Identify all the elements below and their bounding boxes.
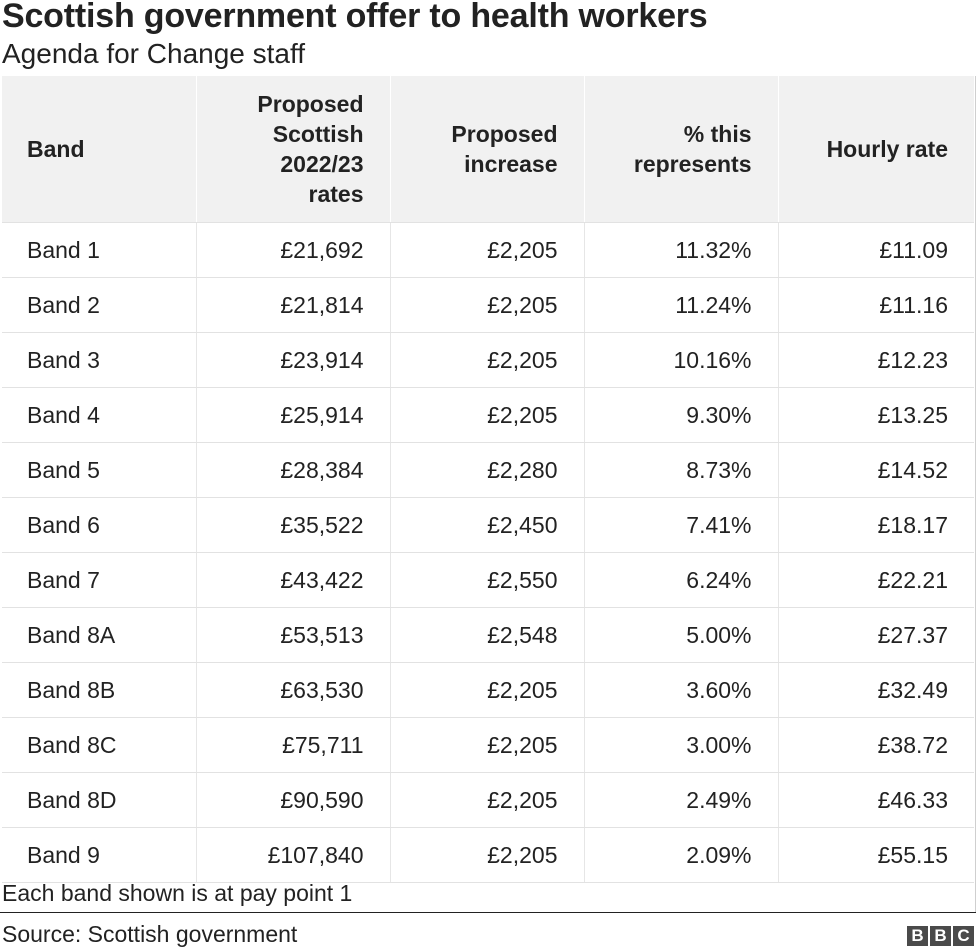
table-row [2,498,974,553]
cell-hourly-rate: £12.23 [778,333,974,388]
table-row [2,773,974,828]
cell-band: Band 8D [2,773,196,828]
cell-hourly-rate: £46.33 [778,773,974,828]
cell-proposed-rate: £35,522 [196,498,390,553]
cell-band: Band 8A [2,608,196,663]
cell-proposed-increase: £2,205 [390,223,584,278]
cell-band: Band 2 [2,278,196,333]
footnote: Each band shown is at pay point 1 [2,880,353,906]
cell-proposed-rate: £63,530 [196,663,390,718]
cell-band: Band 4 [2,388,196,443]
column-header-percent: % this represents [584,76,778,223]
cell-hourly-rate: £11.16 [778,278,974,333]
cell-percent: 2.49% [584,773,778,828]
cell-hourly-rate: £27.37 [778,608,974,663]
column-header-proposed-increase: Proposed increase [390,76,584,223]
column-header-proposed-rates: Proposed Scottish 2022/23 rates [196,76,390,223]
cell-proposed-increase: £2,550 [390,553,584,608]
cell-percent: 2.09% [584,828,778,883]
table-row [2,333,974,388]
cell-proposed-increase: £2,205 [390,278,584,333]
footer-divider [0,912,976,913]
table-row [2,828,974,883]
column-header-hourly-rate: Hourly rate [778,76,974,223]
cell-band: Band 1 [2,223,196,278]
bbc-logo-letter: B [930,926,951,946]
table-row [2,553,974,608]
table-row [2,718,974,773]
table-row [2,663,974,718]
cell-proposed-rate: £107,840 [196,828,390,883]
cell-percent: 3.00% [584,718,778,773]
cell-percent: 11.32% [584,223,778,278]
cell-percent: 8.73% [584,443,778,498]
cell-hourly-rate: £32.49 [778,663,974,718]
cell-proposed-increase: £2,205 [390,388,584,443]
cell-proposed-rate: £90,590 [196,773,390,828]
cell-proposed-increase: £2,205 [390,663,584,718]
cell-band: Band 8C [2,718,196,773]
cell-proposed-increase: £2,205 [390,773,584,828]
page-subtitle: Agenda for Change staff [2,38,306,69]
bbc-logo [907,926,974,946]
page-title: Scottish government offer to health workers [2,0,708,35]
cell-band: Band 8B [2,663,196,718]
cell-percent: 6.24% [584,553,778,608]
cell-hourly-rate: £11.09 [778,223,974,278]
bbc-logo-letter: C [953,926,974,946]
cell-hourly-rate: £55.15 [778,828,974,883]
cell-proposed-rate: £28,384 [196,443,390,498]
cell-band: Band 6 [2,498,196,553]
cell-band: Band 3 [2,333,196,388]
cell-proposed-increase: £2,205 [390,333,584,388]
cell-proposed-increase: £2,205 [390,828,584,883]
cell-proposed-increase: £2,280 [390,443,584,498]
table-body [2,223,974,883]
cell-percent: 10.16% [584,333,778,388]
cell-proposed-increase: £2,205 [390,718,584,773]
table-row [2,608,974,663]
source-text: Source: Scottish government [2,921,298,947]
cell-hourly-rate: £38.72 [778,718,974,773]
table-row [2,388,974,443]
cell-proposed-rate: £75,711 [196,718,390,773]
cell-percent: 5.00% [584,608,778,663]
cell-proposed-increase: £2,548 [390,608,584,663]
cell-percent: 7.41% [584,498,778,553]
cell-proposed-rate: £23,914 [196,333,390,388]
pay-table [2,76,974,883]
table-row [2,443,974,498]
cell-hourly-rate: £22.21 [778,553,974,608]
cell-percent: 3.60% [584,663,778,718]
table-header-row [2,76,974,223]
bbc-logo-letter: B [907,926,928,946]
cell-proposed-rate: £21,692 [196,223,390,278]
cell-hourly-rate: £13.25 [778,388,974,443]
cell-proposed-rate: £21,814 [196,278,390,333]
cell-band: Band 7 [2,553,196,608]
cell-band: Band 5 [2,443,196,498]
cell-proposed-rate: £25,914 [196,388,390,443]
cell-proposed-rate: £43,422 [196,553,390,608]
cell-proposed-rate: £53,513 [196,608,390,663]
column-header-band: Band [2,76,196,223]
table-row [2,278,974,333]
cell-percent: 11.24% [584,278,778,333]
cell-hourly-rate: £18.17 [778,498,974,553]
cell-band: Band 9 [2,828,196,883]
cell-hourly-rate: £14.52 [778,443,974,498]
cell-percent: 9.30% [584,388,778,443]
table-row [2,223,974,278]
cell-proposed-increase: £2,450 [390,498,584,553]
